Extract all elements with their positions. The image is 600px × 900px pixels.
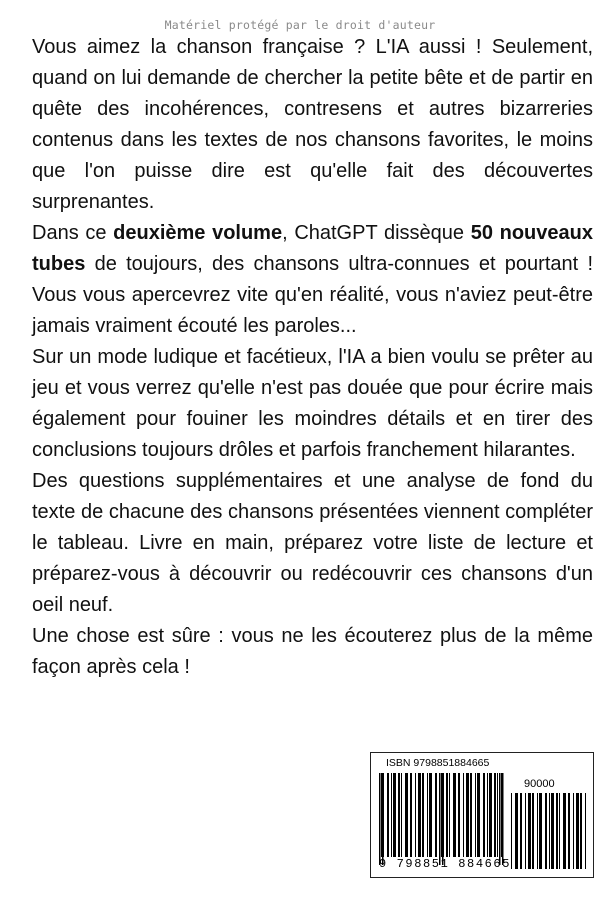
isbn-barcode	[370, 752, 594, 878]
barcode-bar	[435, 773, 437, 857]
barcode-bar	[511, 793, 512, 869]
barcode-bar	[401, 773, 402, 857]
bold-tubes: 50 nouveaux tubes	[32, 222, 593, 275]
barcode-bar	[528, 793, 531, 869]
paragraph-conclusion: Une chose est sûre : vous ne les écouterez plus de la même façon après cela !	[32, 625, 593, 678]
barcode-bar	[415, 773, 416, 857]
paragraph-playful: Sur un mode ludique et facétieux, l'IA a bien voulu se prêter au jeu et vous verrez qu'elle n'est pas douée que pour écrire mais également pour fouiner les moindres détails et en tirer des conclusions toujours drôles et parfois franchement hilarantes.	[32, 346, 593, 461]
text-span: Dans ce	[32, 222, 114, 244]
isbn-label: ISBN 9798851884665	[386, 757, 490, 769]
barcode-bar	[556, 793, 558, 869]
barcode-bar	[489, 773, 492, 857]
barcode-bar	[568, 793, 570, 869]
barcode-guard-bar	[439, 773, 441, 865]
barcode-bar	[470, 773, 472, 857]
text-span: de toujours, des chansons ultra-connues et pourtant ! Vous vous apercevrez vite qu'en réalité, vous n'aviez peut-être jamais vraiment écouté les paroles...	[32, 253, 593, 337]
barcode-bar	[477, 773, 480, 857]
barcode-bar	[515, 793, 518, 869]
paragraph-questions: Des questions supplémentaires et une analyse de fond du texte de chacune des chansons présentées viennent compléter le tableau. Livre en main, préparez votre liste de lecture et préparez-vous à découvrir ou redécouvrir ces chansons d'un oeil neuf.	[32, 470, 593, 616]
barcode-guard-bar	[499, 773, 501, 865]
price-code: 90000	[524, 778, 555, 790]
copyright-watermark-top: Matériel protégé par le droit d'auteur	[164, 18, 436, 32]
barcode-bar	[576, 793, 579, 869]
barcode-bar	[537, 793, 538, 869]
barcode-bar	[532, 793, 534, 869]
barcode-bar	[580, 793, 582, 869]
barcode-bar	[520, 793, 522, 869]
barcode-bar	[398, 773, 400, 857]
back-cover-text	[32, 32, 593, 683]
barcode-bar	[483, 773, 485, 857]
paragraph-volume	[32, 218, 593, 342]
barcode-bar	[563, 793, 566, 869]
barcode-bar	[387, 773, 389, 857]
barcode-bar	[559, 793, 560, 869]
barcode-guard-bar	[442, 773, 444, 865]
barcode-bar	[393, 773, 396, 857]
barcode-bar	[585, 793, 586, 869]
text-span: , ChatGPT dissèque	[282, 222, 471, 244]
paragraph-intro: Vous aimez la chanson française ? L'IA aussi ! Seulement, quand on lui demande de chercher la petite bête et de partir en quête des incohérences, contresens et autres bizarreries contenus dans les textes de nos chansons favorites, le moins que l'on puisse dire est qu'elle fait des découvertes surprenantes.	[32, 36, 593, 213]
barcode-bar	[573, 793, 574, 869]
barcode-bar	[391, 773, 392, 857]
bold-volume: deuxième volume	[113, 222, 283, 244]
barcode-bar	[466, 773, 469, 857]
barcode-bar	[410, 773, 412, 857]
barcode-bar	[549, 793, 550, 869]
barcode-bar	[418, 773, 421, 857]
barcode-bar	[405, 773, 408, 857]
barcode-bar	[446, 773, 448, 857]
barcode-bar	[449, 773, 450, 857]
barcode-bar	[487, 773, 488, 857]
barcode-bar	[525, 793, 526, 869]
barcode-bar	[497, 773, 498, 857]
barcode-guard-bar	[379, 773, 381, 865]
barcode-bar	[551, 793, 554, 869]
barcode-bar	[422, 773, 424, 857]
barcode-bar	[539, 793, 542, 869]
barcode-bar	[453, 773, 456, 857]
barcode-bar	[545, 793, 547, 869]
barcode-digits: 9 798851 884665	[379, 857, 512, 871]
barcode-bar	[427, 773, 428, 857]
barcode-bar	[494, 773, 496, 857]
barcode-guard-bar	[382, 773, 384, 865]
barcode-guard-bar	[502, 773, 504, 865]
barcode-bar	[463, 773, 464, 857]
barcode-bar	[475, 773, 476, 857]
barcode-bar	[458, 773, 460, 857]
barcode-bar	[429, 773, 432, 857]
